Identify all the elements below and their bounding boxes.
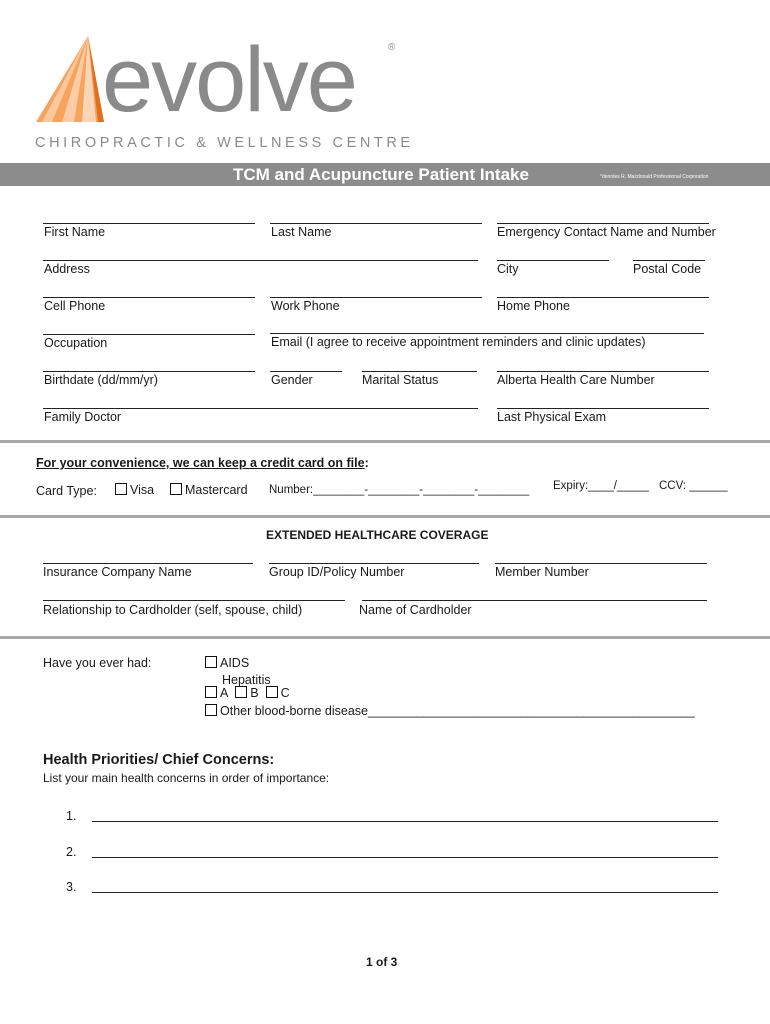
card-number-field[interactable]: Number:________-________-________-________: [269, 484, 530, 496]
aids-option[interactable]: [205, 656, 249, 670]
gender-field[interactable]: [270, 371, 342, 372]
hep-c-checkbox[interactable]: [266, 686, 278, 698]
group-id-field[interactable]: [269, 563, 479, 564]
hep-a-checkbox[interactable]: [205, 686, 217, 698]
marital-status-label: Marital Status: [362, 373, 439, 387]
cell-phone-label: Cell Phone: [44, 299, 106, 313]
logo-wordmark: evolve: [102, 29, 356, 131]
visa-checkbox[interactable]: [115, 483, 127, 495]
insurance-heading: EXTENDED HEALTHCARE COVERAGE: [266, 528, 489, 542]
corporation-note: *denotes R. Macdonald Professional Corporation: [600, 174, 709, 180]
mastercard-label: Mastercard: [185, 483, 248, 497]
registered-mark: ®: [388, 42, 396, 53]
history-question: Have you ever had:: [43, 656, 152, 670]
first-name-label: First Name: [44, 225, 106, 239]
page-number: 1 of 3: [366, 955, 398, 969]
cell-phone-field[interactable]: [43, 297, 255, 298]
last-name-label: Last Name: [271, 225, 332, 239]
concern-number-2: 2.: [66, 845, 77, 859]
concern-number-1: 1.: [66, 809, 77, 823]
relationship-field[interactable]: [43, 600, 345, 601]
concern-line-1[interactable]: [92, 821, 718, 822]
insurance-company-label: Insurance Company Name: [43, 565, 192, 579]
section-divider: [0, 636, 770, 639]
member-number-field[interactable]: [495, 563, 707, 564]
home-phone-field[interactable]: [497, 297, 709, 298]
family-doctor-field[interactable]: [43, 408, 478, 409]
work-phone-label: Work Phone: [271, 299, 340, 313]
ahc-number-label: Alberta Health Care Number: [497, 373, 655, 387]
last-exam-label: Last Physical Exam: [497, 410, 607, 424]
first-name-field[interactable]: [43, 223, 255, 224]
credit-card-heading-text: For your convenience, we can keep a credit card on file: [36, 456, 365, 470]
aids-label: AIDS: [220, 656, 250, 670]
marital-status-field[interactable]: [362, 371, 477, 372]
ahc-number-field[interactable]: [497, 371, 709, 372]
form-title: TCM and Acupuncture Patient Intake: [233, 165, 529, 184]
cardholder-name-field[interactable]: [362, 600, 707, 601]
logo-tagline: CHIROPRACTIC & WELLNESS CENTRE: [35, 135, 414, 151]
last-name-field[interactable]: [270, 223, 482, 224]
emergency-contact-field[interactable]: [497, 223, 709, 224]
occupation-field[interactable]: [43, 334, 255, 335]
city-label: City: [497, 262, 519, 276]
section-divider: [0, 515, 770, 518]
visa-label: Visa: [130, 483, 155, 497]
occupation-label: Occupation: [44, 336, 108, 350]
postal-code-label: Postal Code: [633, 262, 702, 276]
mastercard-option[interactable]: [170, 483, 248, 497]
other-disease-checkbox[interactable]: [205, 704, 217, 716]
credit-card-heading: [36, 456, 369, 470]
hep-b-label: B: [250, 686, 259, 700]
credit-card-heading-colon: :: [364, 456, 369, 470]
cardholder-name-label: Name of Cardholder: [359, 603, 472, 617]
address-field[interactable]: [43, 260, 478, 261]
logo-triangle-icon: [34, 34, 106, 124]
concerns-instruction: List your main health concerns in order of importance:: [43, 771, 330, 785]
card-type-label: Card Type:: [36, 484, 97, 498]
hepatitis-label: Hepatitis: [222, 673, 271, 687]
aids-checkbox[interactable]: [205, 656, 217, 668]
birthdate-label: Birthdate (dd/mm/yr): [44, 373, 158, 387]
birthdate-field[interactable]: [43, 371, 255, 372]
hepatitis-options: [205, 686, 290, 700]
hep-b-checkbox[interactable]: [235, 686, 247, 698]
last-exam-field[interactable]: [497, 408, 709, 409]
address-label: Address: [44, 262, 90, 276]
email-label: Email (I agree to receive appointment reminders and clinic updates): [271, 335, 646, 349]
member-number-label: Member Number: [495, 565, 589, 579]
concern-number-3: 3.: [66, 880, 77, 894]
ccv-field[interactable]: CCV: ______: [659, 480, 728, 492]
emergency-contact-label: Emergency Contact Name and Number: [497, 225, 716, 239]
other-disease-label: Other blood-borne disease_______________________________________________: [220, 704, 695, 718]
postal-code-field[interactable]: [633, 260, 705, 261]
group-id-label: Group ID/Policy Number: [269, 565, 405, 579]
insurance-company-field[interactable]: [43, 563, 253, 564]
concern-line-2[interactable]: [92, 857, 718, 858]
city-field[interactable]: [497, 260, 609, 261]
other-disease-option[interactable]: [205, 704, 695, 718]
visa-option[interactable]: [115, 483, 154, 497]
home-phone-label: Home Phone: [497, 299, 570, 313]
hep-c-label: C: [280, 686, 290, 700]
work-phone-field[interactable]: [270, 297, 482, 298]
hep-a-label: A: [220, 686, 229, 700]
family-doctor-label: Family Doctor: [44, 410, 122, 424]
gender-label: Gender: [271, 373, 313, 387]
concerns-heading: Health Priorities/ Chief Concerns:: [43, 752, 275, 768]
mastercard-checkbox[interactable]: [170, 483, 182, 495]
section-divider: [0, 440, 770, 443]
concern-line-3[interactable]: [92, 892, 718, 893]
expiry-field[interactable]: Expiry:____/_____: [553, 480, 649, 492]
email-field[interactable]: [270, 333, 704, 334]
relationship-label: Relationship to Cardholder (self, spouse, child): [43, 603, 303, 617]
